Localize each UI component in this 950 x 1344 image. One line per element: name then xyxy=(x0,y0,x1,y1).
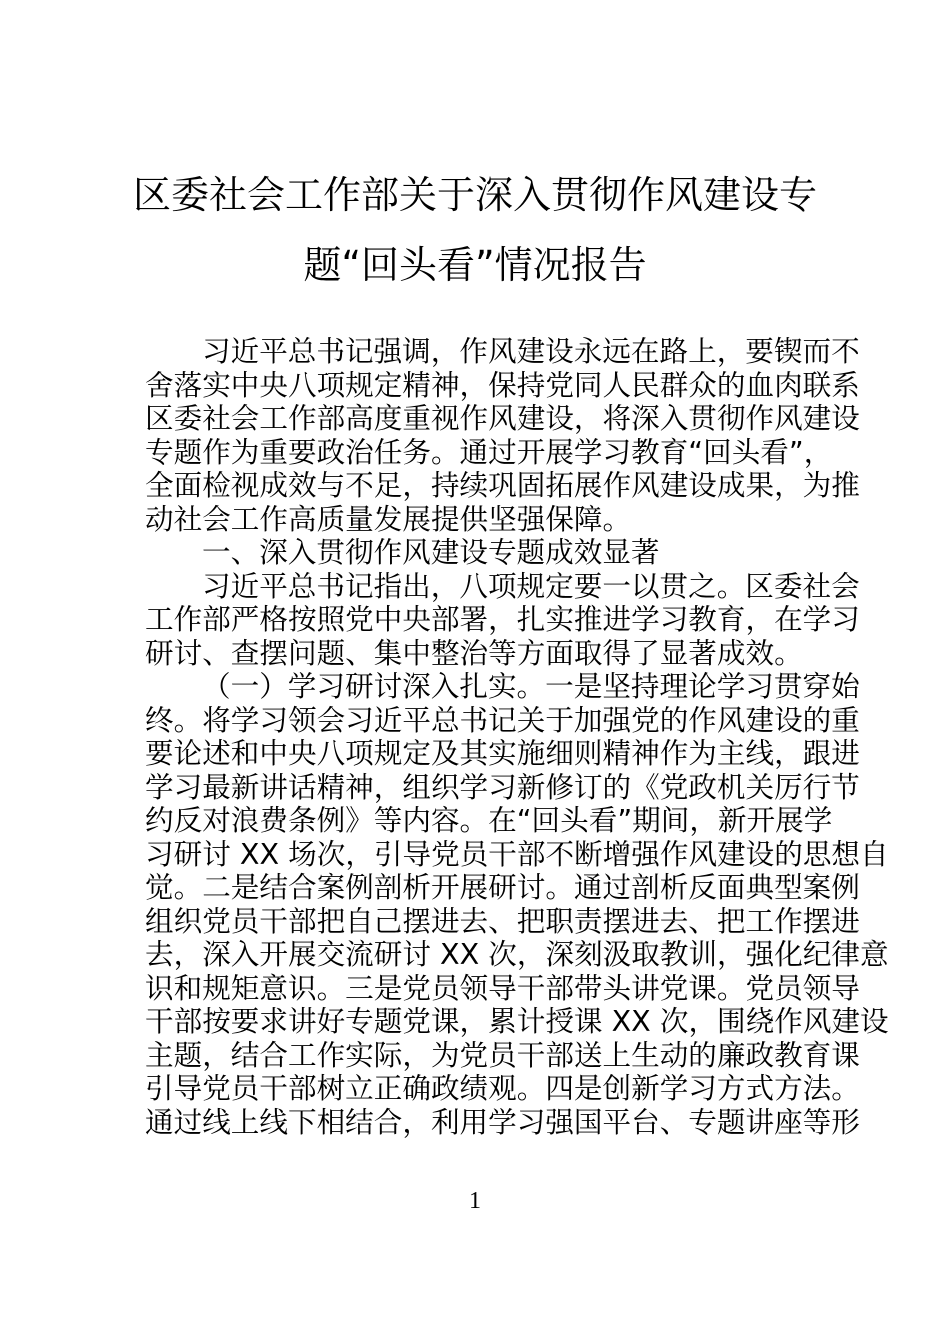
text-line: 习近平总书记强调，作风建设永远在路上，要锲而不 xyxy=(202,334,860,368)
document-body xyxy=(145,334,889,1139)
document-title xyxy=(0,160,950,300)
text-line: 专题作为重要政治任务。通过开展学习教育“回头看”， xyxy=(145,434,833,469)
text-line: 去，深入开展交流研讨 XX 次，深刻汲取教训，强化纪律意 xyxy=(145,937,889,971)
text-line: 要论述和中央八项规定及其实施细则精神作为主线，跟进 xyxy=(145,736,860,770)
text-line: 区委社会工作部高度重视作风建设，将深入贯彻作风建设 xyxy=(145,401,860,435)
title-line-2: 题“回头看”情况报告 xyxy=(303,243,647,287)
text-line: 一、深入贯彻作风建设专题成效显著 xyxy=(202,535,660,569)
text-line: 觉。二是结合案例剖析开展研讨。通过剖析反面典型案例 xyxy=(145,870,860,904)
text-line: 学习最新讲话精神，组织学习新修订的《党政机关厉行节 xyxy=(145,769,860,804)
text-line: 习近平总书记指出，八项规定要一以贯之。区委社会 xyxy=(202,568,860,603)
text-line: 干部按要求讲好专题党课，累计授课 XX 次，围绕作风建设 xyxy=(145,1004,889,1038)
text-line: 引导党员干部树立正确政绩观。四是创新学习方式方法。 xyxy=(145,1071,860,1105)
page-number: 1 xyxy=(469,1188,481,1214)
text-line: 习研讨 XX 场次，引导党员干部不断增强作风建设的思想自 xyxy=(145,836,889,871)
text-line: 通过线上线下相结合，利用学习强国平台、专题讲座等形 xyxy=(145,1104,860,1139)
text-line: 全面检视成效与不足，持续巩固拓展作风建设成果，为推 xyxy=(145,468,860,502)
text-line: 舍落实中央八项规定精神，保持党同人民群众的血肉联系 xyxy=(145,367,860,402)
text-line: 动社会工作高质量发展提供坚强保障。 xyxy=(145,501,632,536)
text-line: 约反对浪费条例》等内容。在“回头看”期间，新开展学 xyxy=(145,803,833,837)
text-line: 研讨、查摆问题、集中整治等方面取得了显著成效。 xyxy=(145,635,803,670)
text-line: （一）学习研讨深入扎实。一是坚持理论学习贯穿始 xyxy=(202,669,860,703)
text-line: 工作部严格按照党中央部署，扎实推进学习教育，在学习 xyxy=(145,602,860,636)
title-line-1: 区委社会工作部关于深入贯彻作风建设专 xyxy=(132,173,817,217)
text-line: 终。将学习领会习近平总书记关于加强党的作风建设的重 xyxy=(145,702,860,737)
text-line: 主题，结合工作实际，为党员干部送上生动的廉政教育课 xyxy=(145,1037,860,1072)
text-line: 识和规矩意识。三是党员领导干部带头讲党课。党员领导 xyxy=(145,970,860,1005)
text-line: 组织党员干部把自己摆进去、把职责摆进去、把工作摆进 xyxy=(145,903,860,938)
